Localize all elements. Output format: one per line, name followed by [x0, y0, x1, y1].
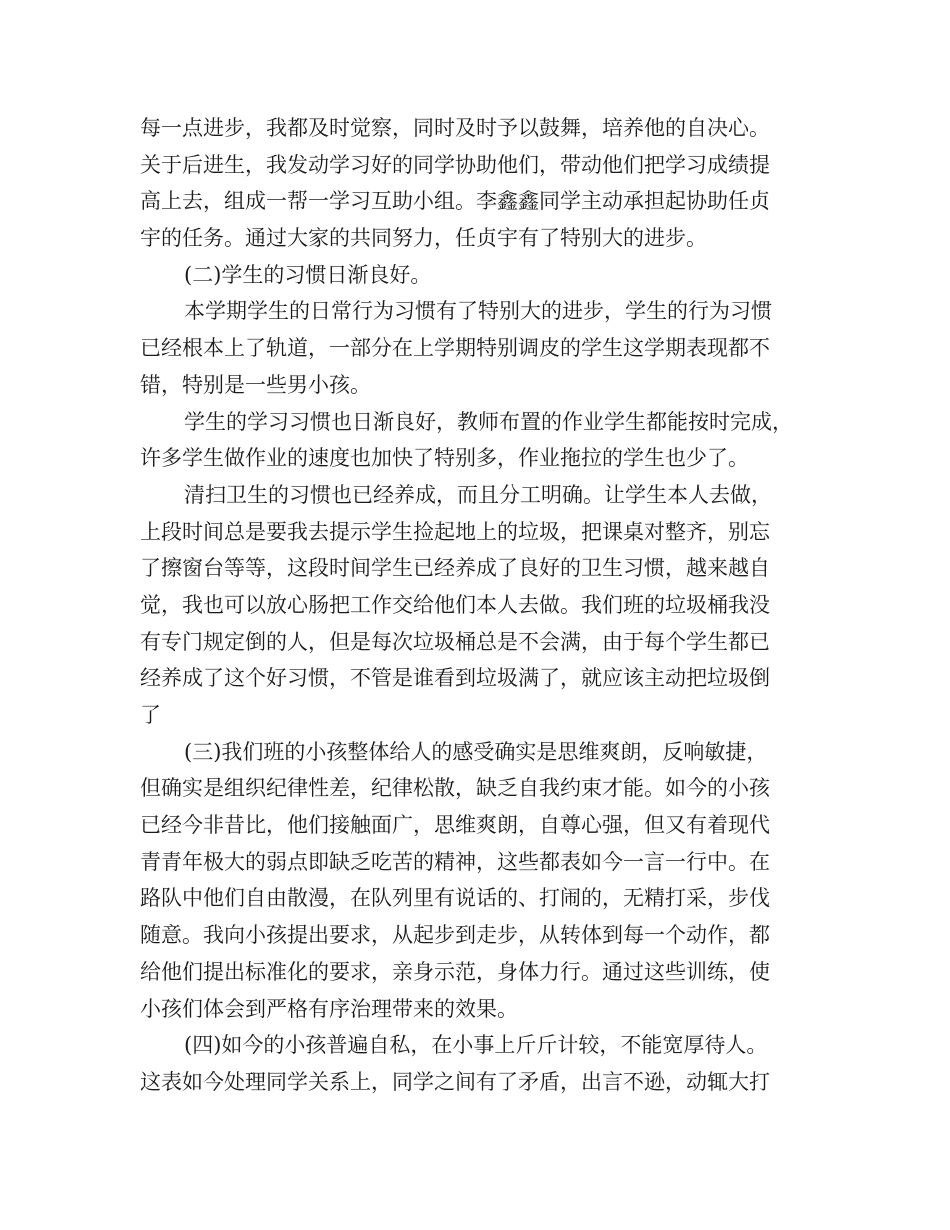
text-line: 本学期学生的日常行为习惯有了特别大的进步，学生的行为习惯	[184, 299, 772, 324]
text-line: 青青年极大的弱点即缺乏吃苦的精神，这些都表如今一言一行中。在	[140, 849, 770, 874]
text-line: 每一点进步，我都及时觉察，同时及时予以鼓舞，培养他的自决心。	[140, 116, 770, 140]
text-line: 宇的任务。通过大家的共同努力，任贞宇有了特别大的进步。	[140, 226, 707, 251]
text-line: 经养成了这个好习惯，不管是谁看到垃圾满了，就应该主动把垃圾倒	[140, 666, 770, 691]
text-line: 错，特别是一些男小孩。	[140, 372, 371, 397]
text-line: 已经根本上了轨道，一部分在上学期特别调皮的学生这学期表现都不	[140, 336, 770, 361]
text-line: 但确实是组织纪律性差，纪律松散，缺乏自我约束才能。如今的小孩	[140, 776, 770, 801]
text-line: 路队中他们自由散漫，在队列里有说话的、打闹的，无精打采，步伐	[140, 886, 770, 911]
text-line: 已经今非昔比，他们接触面广，思维爽朗，自尊心强，但又有着现代	[140, 813, 770, 838]
text-line: 上段时间总是要我去提示学生捡起地上的垃圾，把课桌对整齐，别忘	[140, 519, 770, 544]
text-line: 清扫卫生的习惯也已经养成，而且分工明确。让学生本人去做，	[184, 482, 772, 507]
section-heading: (四)如今的小孩普遍自私，在小事上斤斤计较，不能宽厚待人。	[184, 1033, 768, 1058]
text-line: 高上去，组成一帮一学习互助小组。李鑫鑫同学主动承担起协助任贞	[140, 189, 770, 214]
section-heading: (三)我们班的小孩整体给人的感受确实是思维爽朗，反响敏捷，	[184, 739, 768, 764]
section-heading: (二)学生的习惯日渐良好。	[184, 262, 432, 287]
document-page	[140, 110, 810, 1101]
text-line: 了擦窗台等等，这段时间学生已经养成了良好的卫生习惯，越来越自	[140, 556, 770, 581]
text-line: 给他们提出标准化的要求，亲身示范，身体力行。通过这些训练，使	[140, 959, 770, 984]
text-line: 觉，我也可以放心肠把工作交给他们本人去做。我们班的垃圾桶我没	[140, 592, 770, 617]
text-line: 许多学生做作业的速度也加快了特别多，作业拖拉的学生也少了。	[140, 446, 749, 471]
text-line: 随意。我向小孩提出要求，从起步到走步，从转体到每一个动作，都	[140, 923, 770, 948]
text-line: 有专门规定倒的人，但是每次垃圾桶总是不会满，由于每个学生都已	[140, 629, 770, 654]
text-line: 关于后进生，我发动学习好的同学协助他们，带动他们把学习成绩提	[140, 152, 770, 177]
text-line: 了	[140, 703, 161, 727]
text-line: 这表如今处理同学关系上，同学之间有了矛盾，出言不逊，动辄大打	[140, 1069, 770, 1094]
text-line: 小孩们体会到严格有序治理带来的效果。	[140, 996, 518, 1021]
text-line: 学生的学习习惯也日渐良好，教师布置的作业学生都能按时完成，	[184, 409, 793, 434]
